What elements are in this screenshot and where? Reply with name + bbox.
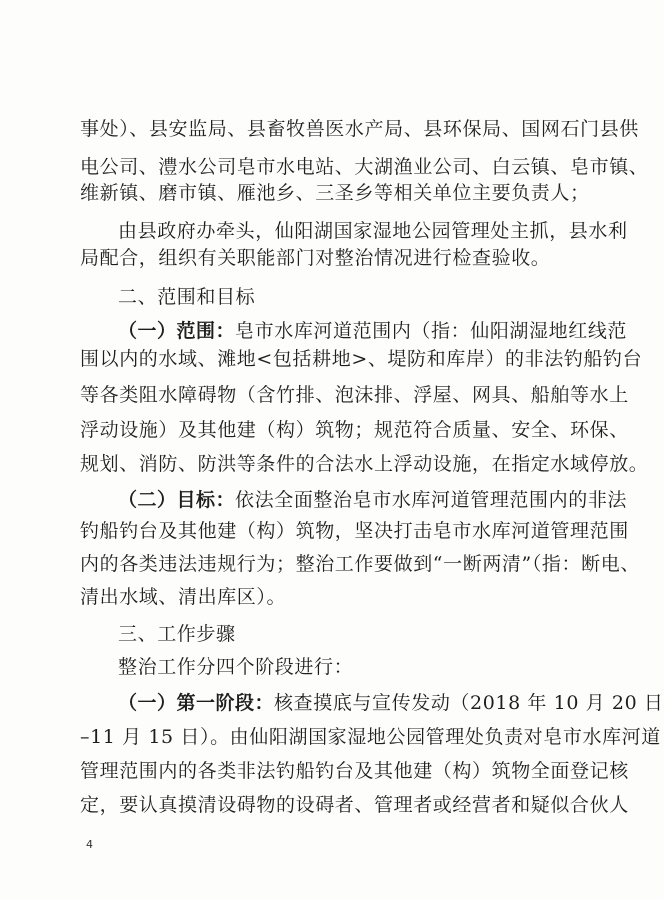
text-line: （二）目标：依法全面整治皂市水库河道管理范围内的非法	[118, 489, 628, 511]
text-line: 整治工作分四个阶段进行：	[118, 656, 354, 678]
text-line: 内的各类违法违规行为；整治工作要做到“一断两清”（指：断电、	[80, 553, 640, 575]
text-line: （一）范围：皂市水库河道范围内（指：仙阳湖湿地红线范	[118, 320, 628, 342]
text-line: 钓船钓台及其他建（构）筑物，坚决打击皂市水库河道管理范围	[80, 520, 629, 542]
text-line: 围以内的水域、滩地<包括耕地>、堤防和库岸）的非法钓船钓台	[80, 348, 643, 370]
text-line: 管理范围内的各类非法钓船钓台及其他建（构）筑物全面登记核	[80, 760, 629, 782]
text-line: （一）第一阶段：核查摸底与宣传发动（2018 年 10 月 20 日	[118, 692, 664, 714]
text-line: 等各类阻水障碍物（含竹排、泡沫排、浮屋、网具、船舶等水上	[80, 384, 629, 406]
section-heading: 三、工作步骤	[118, 623, 236, 645]
subheading-label: （二）目标：	[118, 489, 236, 511]
page-number: 4	[86, 838, 93, 851]
text-line: 定，要认真摸清设碍物的设碍者、管理者或经营者和疑似合伙人	[80, 794, 629, 816]
text-line: 局配合，组织有关职能部门对整治情况进行检查验收。	[80, 247, 551, 269]
text-line: 事处）、县安监局、县畜牧兽医水产局、县环保局、国网石门县供	[80, 118, 639, 140]
text-line: 规划、消防、防洪等条件的合法水上浮动设施，在指定水域停放。	[80, 453, 649, 475]
text-line: 电公司、澧水公司皂市水电站、大湖渔业公司、白云镇、皂市镇、	[80, 156, 649, 178]
text-line: –11 月 15 日）。由仙阳湖国家湿地公园管理处负责对皂市水库河道	[80, 726, 661, 748]
text-line: 浮动设施）及其他建（构）筑物；规范符合质量、安全、环保、	[80, 419, 629, 441]
text-line: 清出水域、清出库区）。	[80, 586, 287, 608]
section-heading: 二、范围和目标	[118, 286, 256, 308]
text-line: 维新镇、磨市镇、雁池乡、三圣乡等相关单位主要负责人；	[80, 182, 590, 204]
subheading-label: （一）第一阶段：	[118, 692, 275, 714]
text-line: 由县政府办牵头，仙阳湖国家湿地公园管理处主抓，县水利	[118, 220, 628, 242]
subheading-label: （一）范围：	[118, 320, 236, 342]
